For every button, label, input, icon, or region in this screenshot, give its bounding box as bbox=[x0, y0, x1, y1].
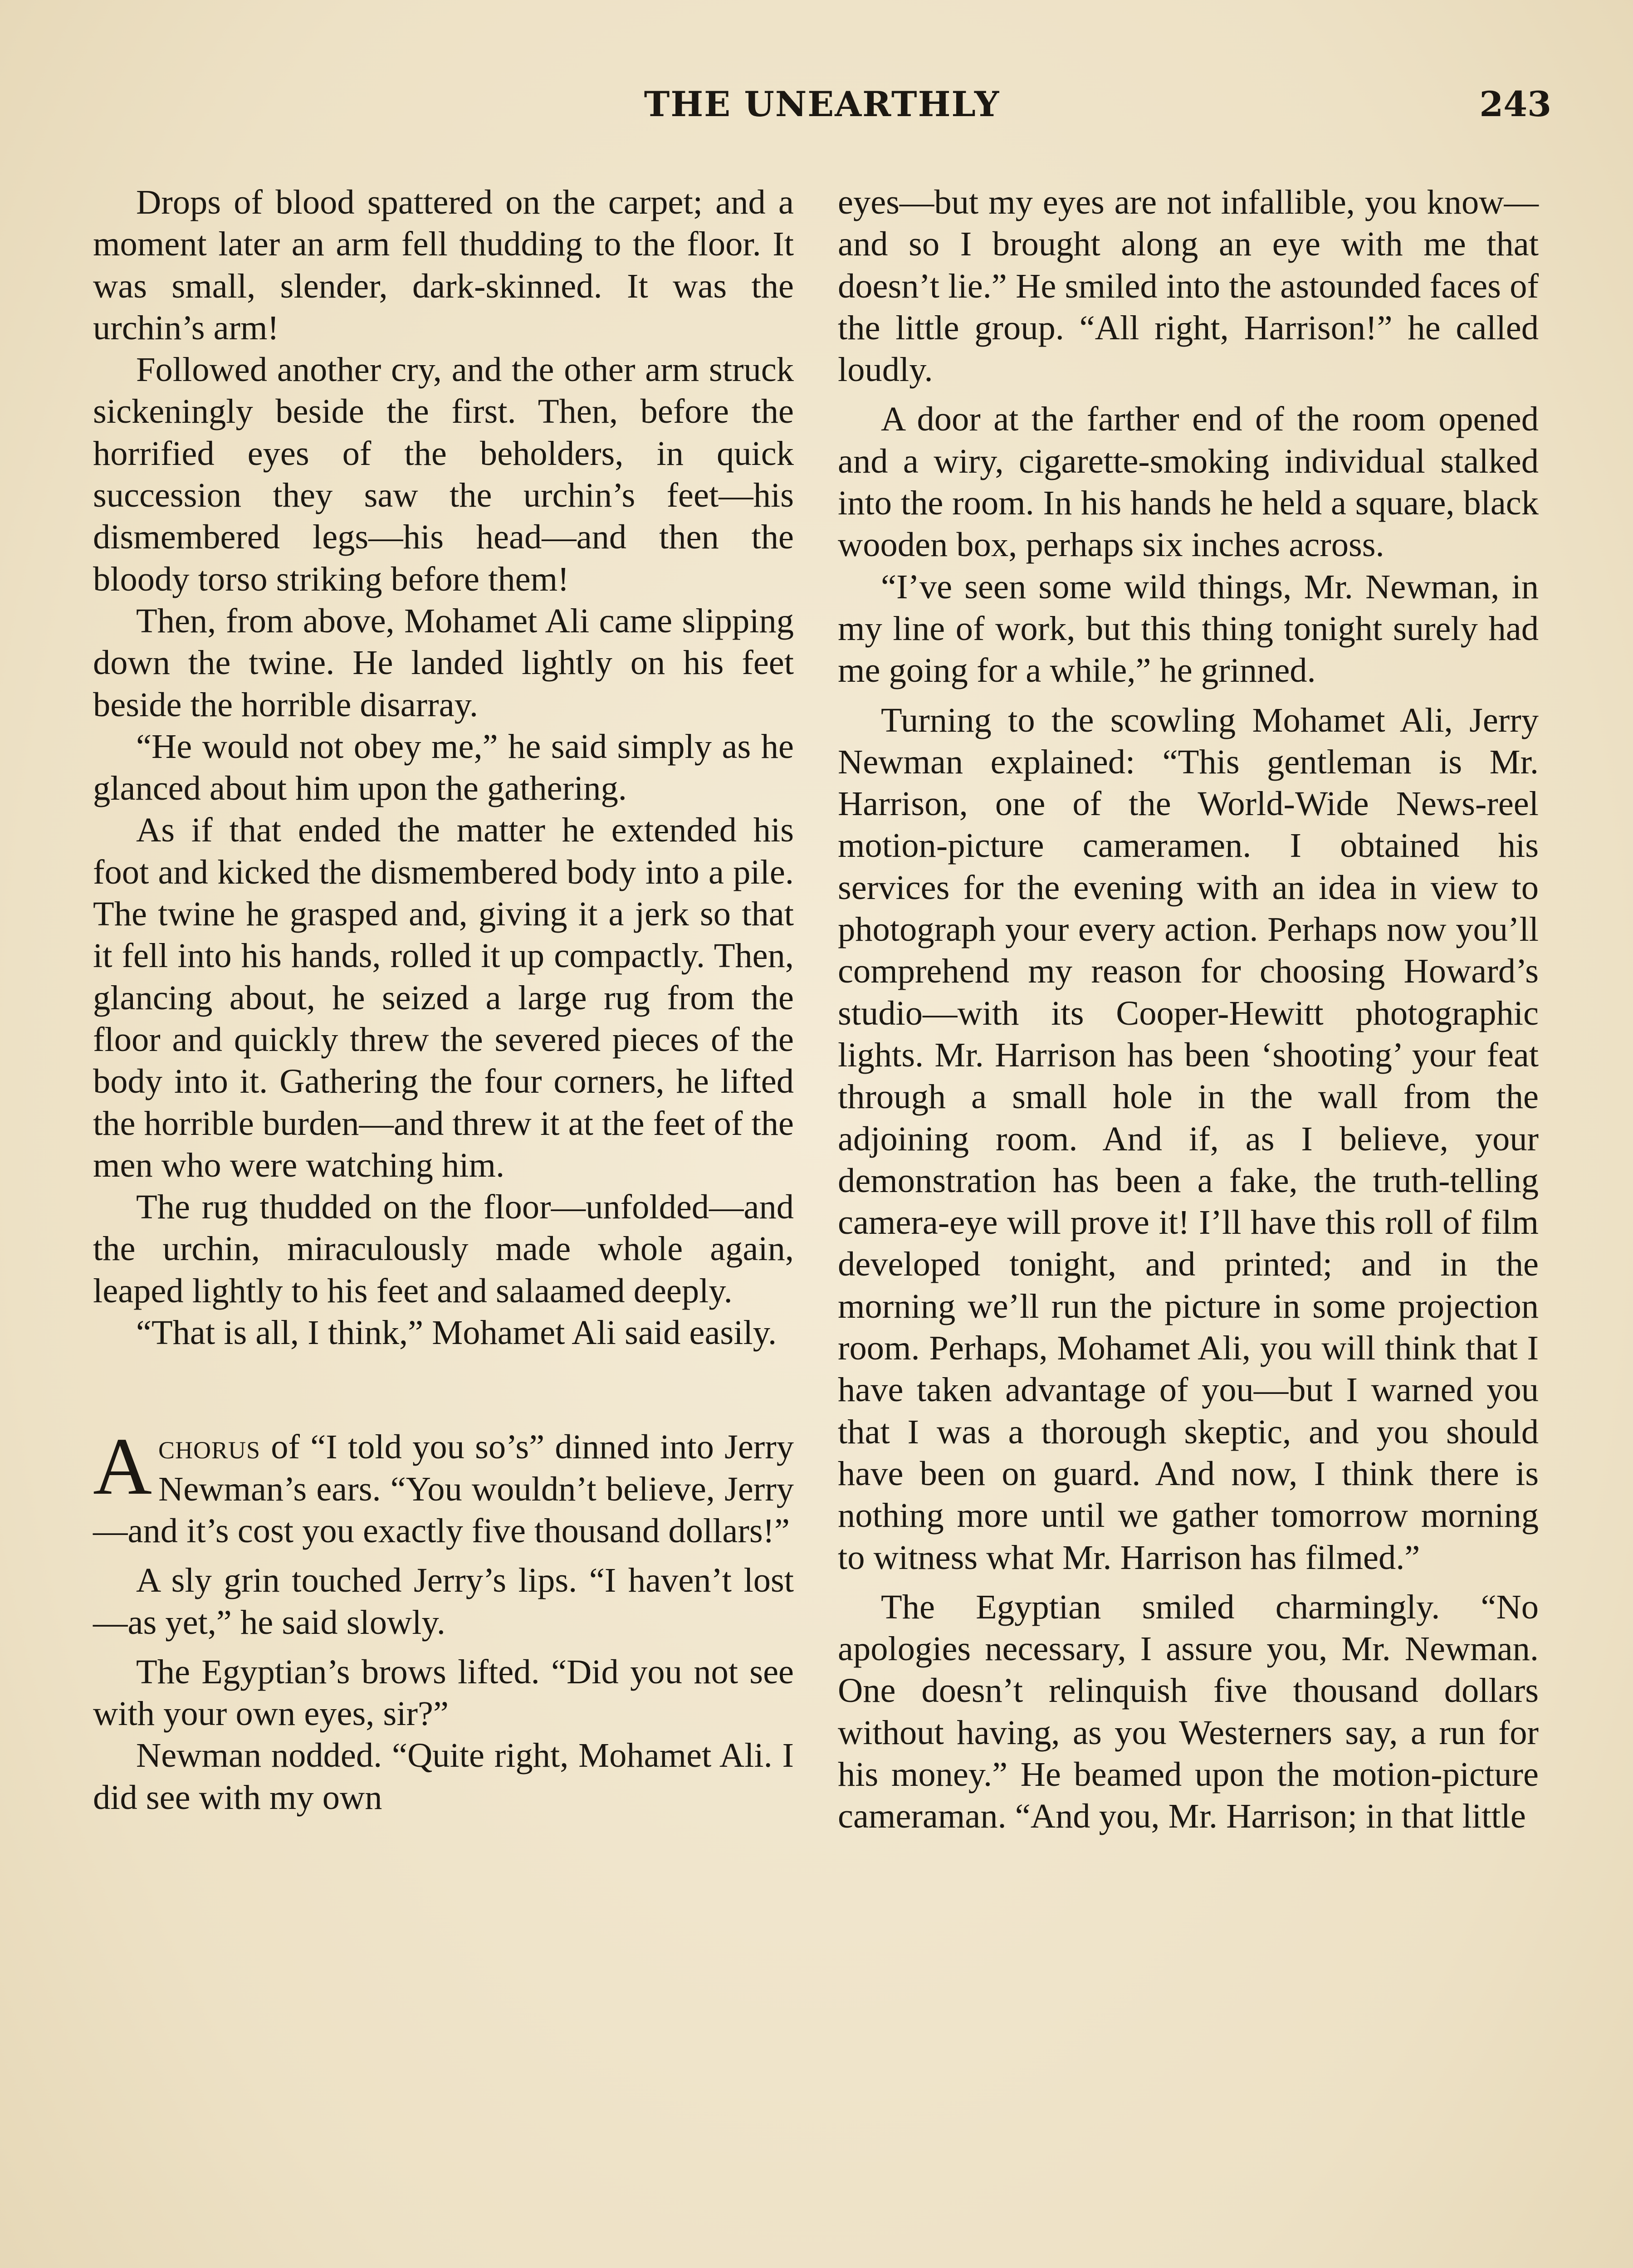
small-caps-word: chorus bbox=[158, 1427, 261, 1466]
paragraph: A door at the farther end of the room opened and a wiry, cigarette-smoking individual stalked into the room. In his hands he held a square, black wooden box, perhaps six inches across. bbox=[838, 400, 1539, 564]
paragraph: Turning to the scowling Mohamet Ali, Jerry Newman explained: “This gentleman is Mr. Harrison, one of the World-Wide News-reel motion-picture cameramen. I obtained his services for the evening with an idea in view to photograph your every action. Perhaps now you’ll comprehend my reason for choosing Howard’s studio—with its Cooper-Hewitt photographic lights. Mr. Harrison has been ‘shooting’ your feat through a small hole in the wall from the adjoining room. And if, as I believe, your demonstration has been a fake, the truth-telling camera-eye will prove it! I’ll have this roll of film developed tonight, and printed; and in the morning we’ll run the picture in some projection room. Perhaps, Mohamet Ali, you will think that I have taken advantage of you—but I warned you that I was a thorough skeptic, and you should have been on guard. And now, I think there is nothing more until we gather tomorrow morning to witness what Mr. Harrison has filmed.” bbox=[838, 700, 1539, 1577]
paragraph: Followed another cry, and the other arm struck sickeningly beside the first. Then, before the horrified eyes of the beholders, in quick succession they saw the urchin’s feet—his dismembered legs—his head—and then the bloody torso striking before them! bbox=[93, 350, 794, 598]
drop-cap: A bbox=[93, 1421, 152, 1512]
paragraph: The Egyptian smiled charmingly. “No apologies necessary, I assure you, Mr. Newman. One doesn’t relinquish five thousand dollars without having, as you Westerners say, a run for his money.” He beamed upon the motion-picture cameraman. “And you, Mr. Harrison; in that little bbox=[838, 1587, 1539, 1836]
left-text-column bbox=[93, 181, 794, 1818]
paragraph: A sly grin touched Jerry’s lips. “I haven’t lost—as yet,” he said slowly. bbox=[93, 1561, 794, 1642]
paragraph: eyes—but my eyes are not infallible, you know—and so I brought along an eye with me that doesn’t lie.” He smiled into the astounded faces of the little group. “All right, Harrison!” he called loudly. bbox=[838, 183, 1539, 389]
paragraph: “That is all, I think,” Mohamet Ali said easily. bbox=[136, 1313, 777, 1352]
paragraph: As if that ended the matter he extended his foot and kicked the dismembered body into a pile. The twine he grasped and, giving it a jerk so that it fell into his hands, rolled it up compactly. Then, glancing about, he seized a large rug from the floor and quickly threw the severed pieces of the body into it. Gathering the four corners, he lifted the horrible burden—and threw it at the feet of the men who were watching him. bbox=[93, 811, 794, 1184]
paragraph: Newman nodded. “Quite right, Mohamet Ali. I did see with my own bbox=[93, 1736, 794, 1817]
paragraph: Drops of blood spattered on the carpet; and a moment later an arm fell thudding to the floor. It was small, slender, dark-skinned. It was the urchin’s arm! bbox=[93, 183, 794, 347]
paragraph: “He would not obey me,” he said simply as he glanced about him upon the gathering. bbox=[93, 727, 794, 808]
paragraph: Then, from above, Mohamet Ali came slipping down the twine. He landed lightly on his feet beside the horrible disarray. bbox=[93, 601, 794, 724]
right-text-column bbox=[838, 181, 1539, 1838]
paragraph: “I’ve seen some wild things, Mr. Newman, in my line of work, but this thing tonight surely had me going for a while,” he grinned. bbox=[838, 567, 1539, 690]
paragraph-text: of “I told you so’s” dinned into Jerry Newman’s ears. “You wouldn’t believe, Jerry—and it’s cost you exactly five thousand dollars!” bbox=[93, 1427, 794, 1550]
page-number: 243 bbox=[1479, 84, 1551, 124]
page-header bbox=[0, 84, 1633, 134]
section-start-paragraph bbox=[93, 1421, 794, 1552]
paragraph: The rug thudded on the floor—unfolded—and the urchin, miraculously made whole again, leaped lightly to his feet and salaamed deeply. bbox=[93, 1188, 794, 1310]
running-title: THE UNEARTHLY bbox=[644, 84, 1000, 124]
paragraph: The Egyptian’s brows lifted. “Did you not see with your own eyes, sir?” bbox=[93, 1652, 794, 1733]
